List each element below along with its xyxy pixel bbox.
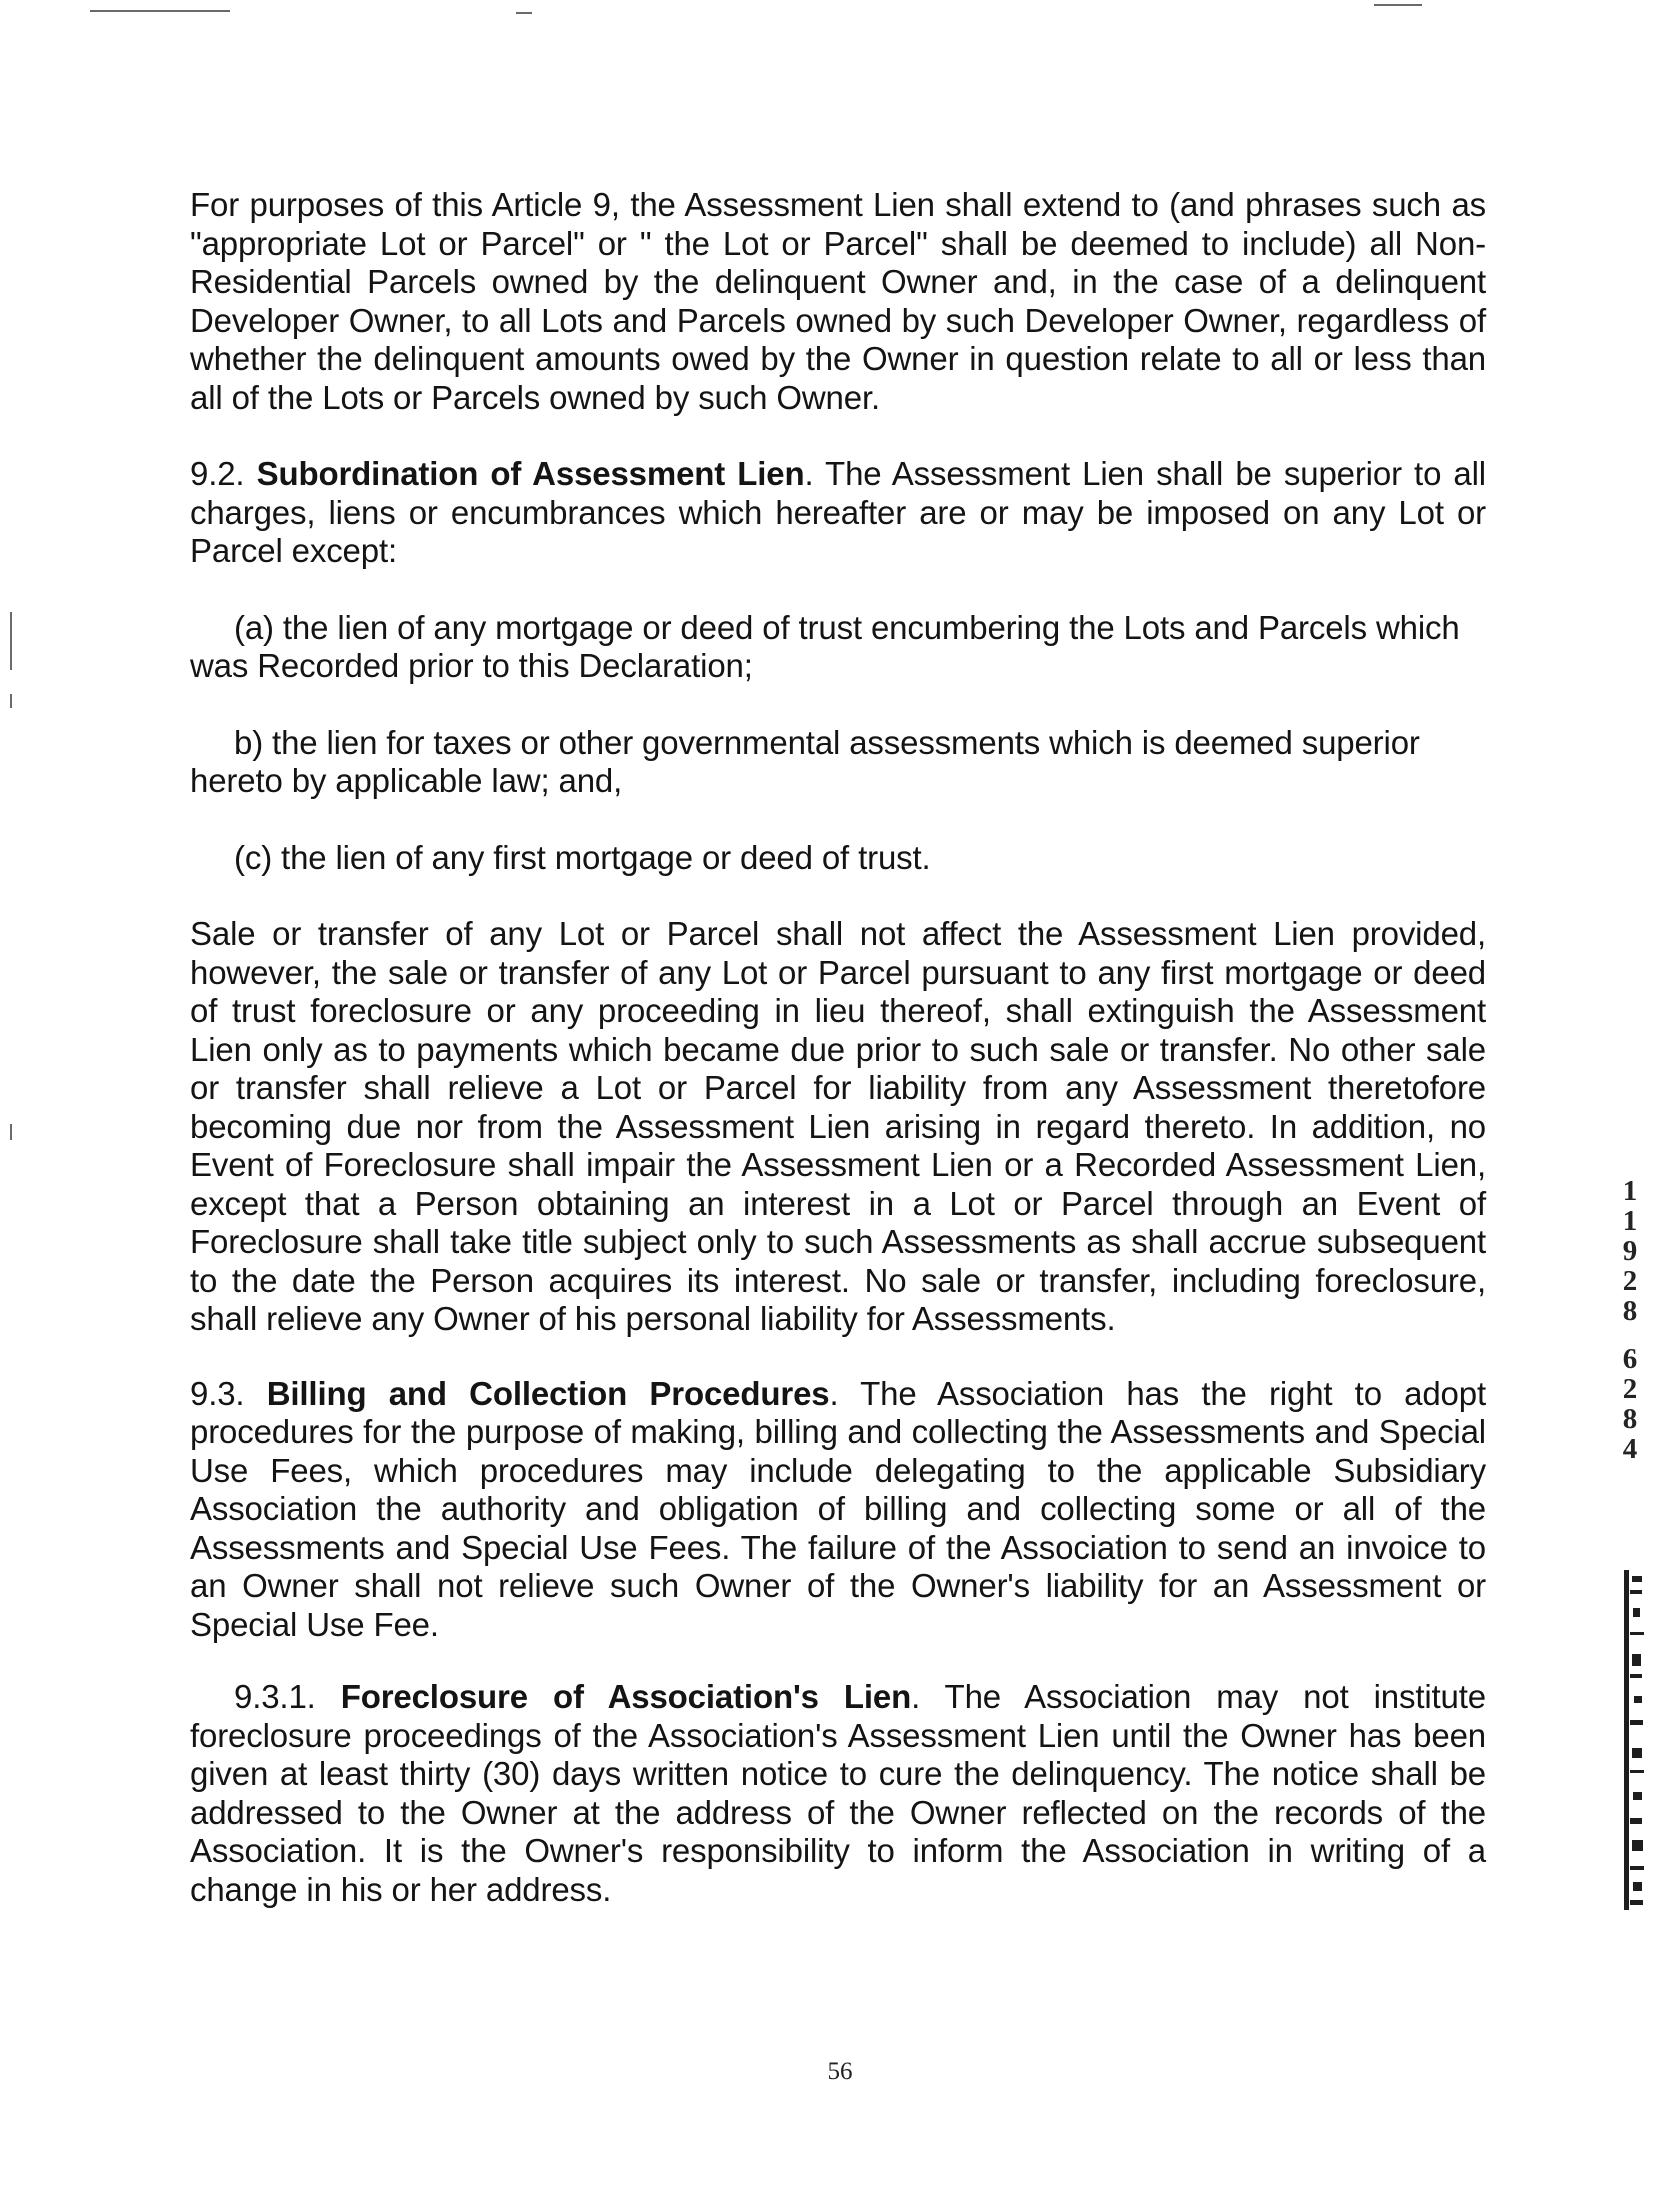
stamp-digit: 8: [1622, 1403, 1638, 1435]
section-9-2-body: . The Assessment Lien shall be superior to all charges, liens or encumbrances which hereafter are or may be imposed on any Lot or Parcel except:: [190, 455, 1486, 569]
section-9-2-number: 9.2.: [190, 455, 245, 492]
section-9-3-1-paragraph: [190, 1678, 1486, 1909]
scan-mark-left-tick-3: [10, 1124, 12, 1140]
section-9-2-heading: Subordination of Assessment Lien: [256, 455, 805, 492]
section-9-3-heading: Billing and Collection Procedures: [266, 1374, 830, 1412]
section-9-3-paragraph: [190, 1375, 1486, 1645]
section-9-3-number: 9.3.: [190, 1374, 245, 1412]
barcode-strip-icon: [1620, 1570, 1650, 1910]
paragraph-sale-or-transfer: Sale or transfer of any Lot or Parcel shall not affect the Assessment Lien provided, however, the sale or transfer of any Lot or Parcel pursuant to any first mortgage or deed of trust foreclosure or any proceeding in lieu thereof, shall extinguish the Assessment Lien only as to payments which became due prior to such sale or transfer. No other sale or transfer shall relieve a Lot or Parcel for liability from any Assessment theretofore becoming due nor from the Assessment Lien arising in regard thereto. In addition, no Event of Foreclosure shall impair the Assessment Lien or a Recorded Assessment Lien, except that a Person obtaining an interest in a Lot or Parcel through an Event of Foreclosure shall take title subject only to such Assessments as shall accrue subsequent to the date the Person acquires its interest. No sale or transfer, including foreclosure, shall relieve any Owner of his personal liability for Assessments.: [190, 915, 1486, 1337]
section-9-3-body: . The Association has the right to adopt procedures for the purpose of making, billing and collecting the Assessments and Special Use Fees, which procedures may include delegating to the applicable Subsidiary Association the authority and obligation of billing and collecting some or all of the Assessments and Special Use Fees. The failure of the Association to send an invoice to an Owner shall not relieve such Owner of the Owner's liability for an Assessment or Special Use Fee.: [190, 1374, 1486, 1643]
scan-mark-left-tick-1: [10, 612, 12, 670]
list-item-c: (c) the lien of any first mortgage or deed of trust.: [234, 838, 931, 876]
stamp-digit: 6: [1622, 1343, 1638, 1375]
section-9-2-paragraph: [190, 455, 1486, 571]
stamp-digit: 2: [1622, 1373, 1638, 1405]
scan-mark-top-center: [516, 12, 532, 14]
stamp-digit: 2: [1622, 1265, 1638, 1297]
section-9-3-1-number: 9.3.1.: [234, 1678, 316, 1715]
document-body: [190, 186, 1486, 1909]
stamp-digit: 9: [1622, 1235, 1638, 1267]
stamp-digit: 8: [1622, 1295, 1638, 1327]
recording-number-stamp: [1608, 1176, 1652, 1464]
section-9-3-1-body: . The Association may not institute foreclosure proceedings of the Association's Assessment Lien until the Owner has been given at least thirty (30) days written notice to cure the delinquency. The notice shall be addressed to the Owner at the address of the Owner reflected on the records of the Association. It is the Owner's responsibility to inform the Association in writing of a change in his or her address.: [190, 1678, 1486, 1908]
stamp-digit: 1: [1622, 1205, 1638, 1237]
list-item-b: b) the lien for taxes or other governmental assessments which is deemed superior hereto by applicable law; and,: [190, 723, 1420, 799]
scan-mark-top-right: [1374, 4, 1422, 6]
stamp-digit: 4: [1622, 1433, 1638, 1465]
list-item-a: (a) the lien of any mortgage or deed of trust encumbering the Lots and Parcels which was Recorded prior to this Declaration;: [190, 608, 1460, 684]
stamp-digit: 1: [1622, 1175, 1638, 1207]
paragraph-article-9-extent: For purposes of this Article 9, the Assessment Lien shall extend to (and phrases such as "appropriate Lot or Parcel" or " the Lot or Parcel" shall be deemed to include) all Non-Residential Parcels owned by the delinquent Owner and, in the case of a delinquent Developer Owner, to all Lots and Parcels owned by such Developer Owner, regardless of whether the delinquent amounts owed by the Owner in question relate to all or less than all of the Lots or Parcels owned by such Owner.: [190, 186, 1486, 416]
section-9-3-1-heading: Foreclosure of Association's Lien: [340, 1678, 912, 1715]
scan-mark-top-left: [90, 10, 230, 12]
stamp-group-gap: [1608, 1326, 1652, 1344]
scan-mark-left-tick-2: [10, 694, 12, 708]
page-number: 56: [827, 2058, 853, 2085]
